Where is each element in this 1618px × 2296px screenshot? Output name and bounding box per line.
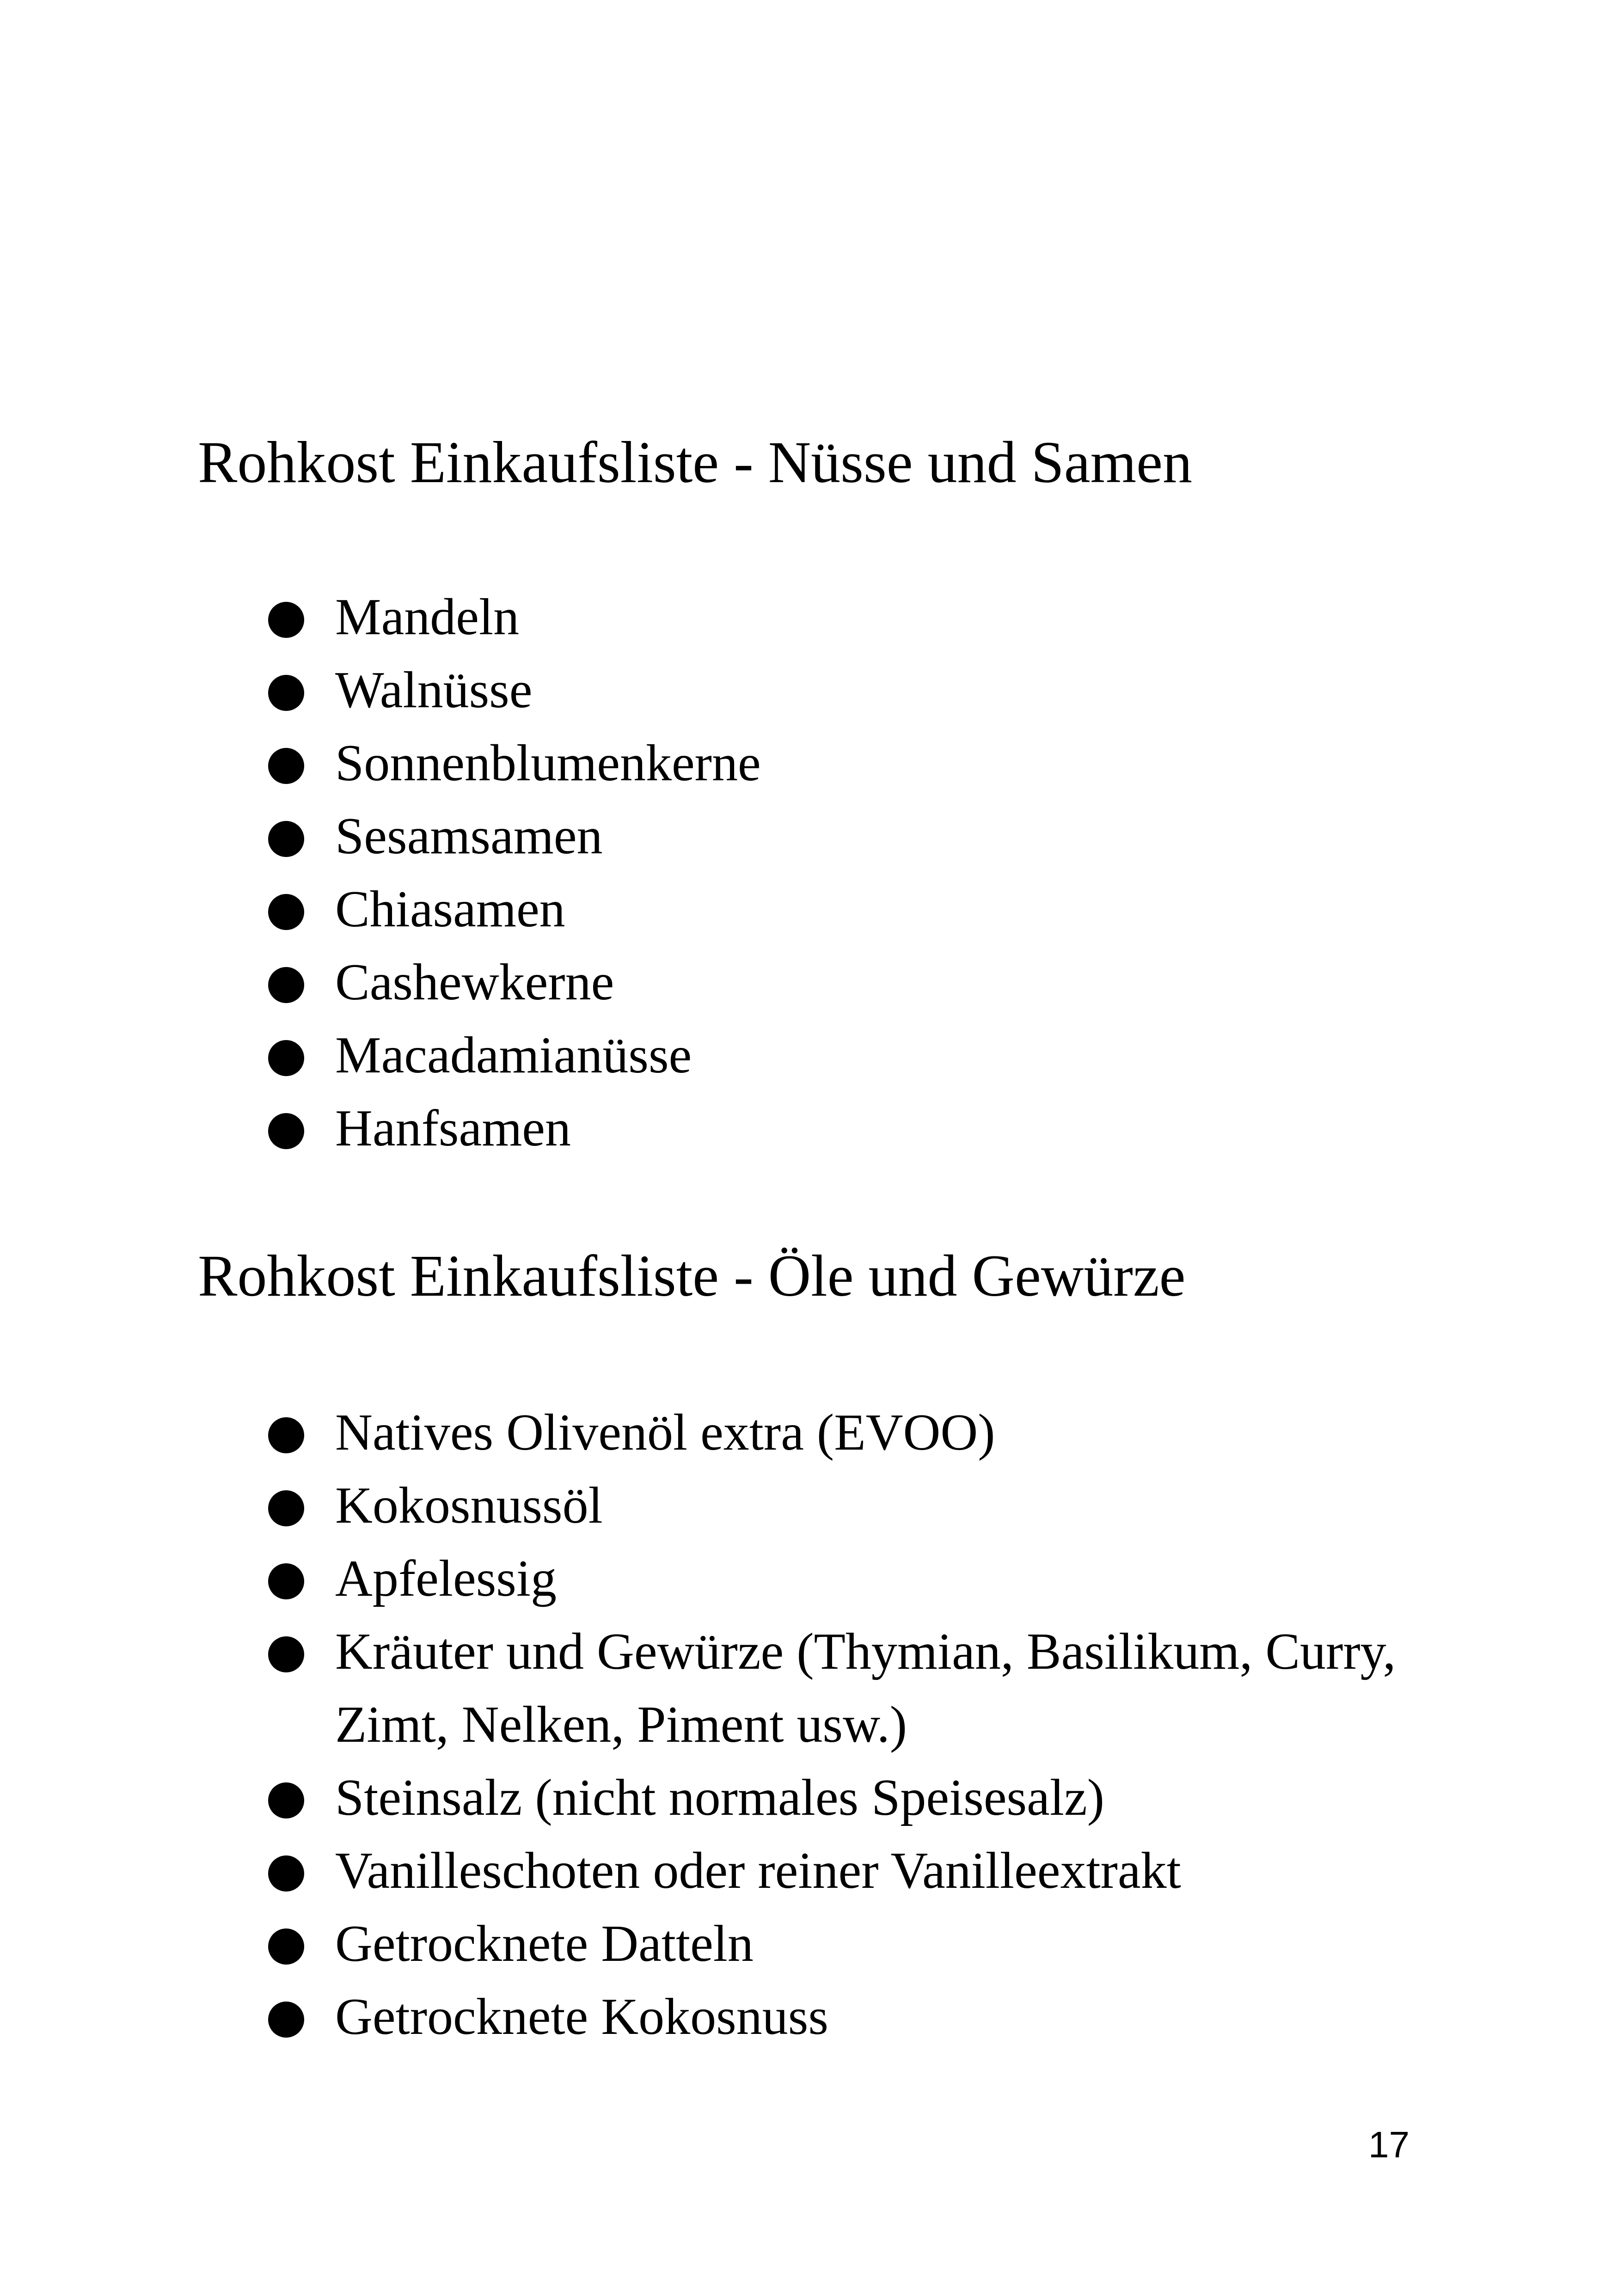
- bullet-icon: [268, 1929, 304, 1965]
- bullet-icon: [268, 1563, 304, 1599]
- bullet-icon: [268, 1490, 304, 1526]
- list-item-text: Kokosnussöl: [335, 1477, 603, 1534]
- list-item-text: Mandeln: [335, 588, 520, 646]
- bullet-icon: [268, 1782, 304, 1818]
- list-item-text: Sonnenblumenkerne: [335, 735, 761, 792]
- list-item-text: Steinsalz (nicht normales Speisesalz): [335, 1769, 1104, 1826]
- bullet-icon: [268, 1417, 304, 1453]
- bullet-icon: [268, 1040, 304, 1076]
- list-item: [268, 1907, 1470, 1980]
- page-number: 17: [1368, 2124, 1410, 2165]
- list-item-text: Getrocknete Datteln: [335, 1915, 754, 1972]
- bullet-icon: [268, 602, 304, 638]
- list-item-text: Hanfsamen: [335, 1100, 571, 1157]
- bullet-icon: [268, 1113, 304, 1149]
- list-item-text: Cashewkerne: [335, 954, 614, 1011]
- list-item: [268, 1469, 1470, 1542]
- list-item: [268, 1542, 1470, 1615]
- bullet-icon: [268, 748, 304, 784]
- list-item: [268, 1615, 1470, 1761]
- list-item-text: Macadamianüsse: [335, 1027, 692, 1084]
- list-item: [268, 873, 1470, 946]
- list-nuts-seeds: [268, 581, 1470, 1165]
- list-item: [268, 1761, 1470, 1834]
- list-item-text: Walnüsse: [335, 661, 533, 719]
- list-item-text: Kräuter und Gewürze (Thymian, Basilikum, Curry, Zimt, Nelken, Piment usw.): [335, 1623, 1396, 1753]
- bullet-icon: [268, 2002, 304, 2038]
- list-item: [268, 727, 1470, 800]
- list-item: [268, 800, 1470, 873]
- list-item-text: Vanilleschoten oder reiner Vanilleextrakt: [335, 1842, 1181, 1899]
- list-item: [268, 1834, 1470, 1907]
- list-oils-spices: [268, 1396, 1470, 2053]
- list-item: [268, 1092, 1470, 1165]
- list-item: [268, 654, 1470, 727]
- list-item-text: Apfelessig: [335, 1550, 557, 1607]
- bullet-icon: [268, 821, 304, 857]
- list-item-text: Getrocknete Kokosnuss: [335, 1988, 828, 2045]
- list-item-text: Natives Olivenöl extra (EVOO): [335, 1404, 995, 1461]
- bullet-icon: [268, 1636, 304, 1672]
- list-item-text: Chiasamen: [335, 881, 565, 938]
- bullet-icon: [268, 675, 304, 711]
- bullet-icon: [268, 894, 304, 930]
- list-item: [268, 1396, 1470, 1469]
- section-heading-oils-spices: Rohkost Einkaufsliste - Öle und Gewürze: [198, 1243, 1186, 1309]
- section-heading-nuts-seeds: Rohkost Einkaufsliste - Nüsse und Samen: [198, 429, 1192, 495]
- list-item: [268, 1019, 1470, 1092]
- bullet-icon: [268, 967, 304, 1003]
- list-item: [268, 1980, 1470, 2053]
- bullet-icon: [268, 1855, 304, 1892]
- list-item: [268, 946, 1470, 1019]
- list-item-text: Sesamsamen: [335, 808, 603, 865]
- list-item: [268, 581, 1470, 654]
